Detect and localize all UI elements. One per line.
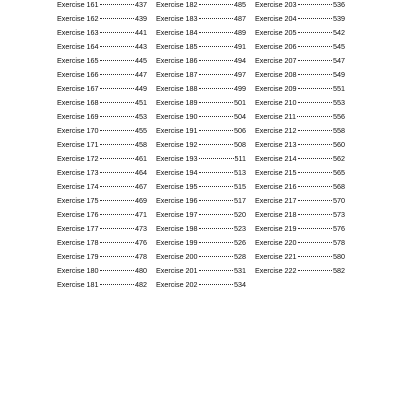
page-number: 480 xyxy=(135,266,147,275)
exercise-label: Exercise 188 xyxy=(156,84,198,93)
dot-leader xyxy=(100,130,134,131)
dot-leader xyxy=(100,74,134,75)
index-entry xyxy=(57,12,147,26)
dot-leader xyxy=(100,242,134,243)
dot-leader xyxy=(100,172,134,173)
dot-leader xyxy=(298,18,332,19)
index-entry xyxy=(57,166,147,180)
dot-leader xyxy=(100,116,134,117)
index-entry xyxy=(156,236,246,250)
exercise-label: Exercise 205 xyxy=(255,28,297,37)
exercise-label: Exercise 197 xyxy=(156,210,198,219)
index-entry xyxy=(57,250,147,264)
exercise-label: Exercise 200 xyxy=(156,252,198,261)
index-entry xyxy=(255,96,345,110)
dot-leader xyxy=(100,200,134,201)
exercise-label: Exercise 174 xyxy=(57,182,99,191)
index-entry xyxy=(57,194,147,208)
dot-leader xyxy=(199,270,233,271)
page-number: 441 xyxy=(135,28,147,37)
dot-leader xyxy=(199,88,233,89)
dot-leader xyxy=(100,186,134,187)
dot-leader xyxy=(298,214,332,215)
page-number: 461 xyxy=(135,154,147,163)
index-column-2 xyxy=(156,0,246,292)
dot-leader xyxy=(100,256,134,257)
index-entry xyxy=(255,222,345,236)
dot-leader xyxy=(199,214,233,215)
page-number: 504 xyxy=(234,112,246,121)
dot-leader xyxy=(100,270,134,271)
page-number: 558 xyxy=(333,126,345,135)
index-entry xyxy=(57,278,147,292)
index-entry xyxy=(255,26,345,40)
exercise-label: Exercise 199 xyxy=(156,238,198,247)
page-number: 515 xyxy=(234,182,246,191)
exercise-label: Exercise 166 xyxy=(57,70,99,79)
index-entry xyxy=(156,166,246,180)
index-entry xyxy=(57,0,147,12)
exercise-label: Exercise 162 xyxy=(57,14,99,23)
dot-leader xyxy=(100,144,134,145)
page-number: 458 xyxy=(135,140,147,149)
page-number: 553 xyxy=(333,98,345,107)
exercise-label: Exercise 215 xyxy=(255,168,297,177)
index-entry xyxy=(156,194,246,208)
index-entry xyxy=(57,96,147,110)
page-number: 531 xyxy=(234,266,246,275)
index-entry xyxy=(255,54,345,68)
dot-leader xyxy=(100,158,134,159)
dot-leader xyxy=(199,102,233,103)
index-entry xyxy=(156,110,246,124)
dot-leader xyxy=(298,158,332,159)
page-number: 526 xyxy=(234,238,246,247)
index-entry xyxy=(156,138,246,152)
exercise-label: Exercise 216 xyxy=(255,182,297,191)
page-number: 560 xyxy=(333,140,345,149)
dot-leader xyxy=(298,270,332,271)
exercise-label: Exercise 203 xyxy=(255,0,297,9)
dot-leader xyxy=(199,74,233,75)
dot-leader xyxy=(100,60,134,61)
dot-leader xyxy=(199,130,233,131)
dot-leader xyxy=(199,256,233,257)
exercise-label: Exercise 217 xyxy=(255,196,297,205)
index-entry xyxy=(57,236,147,250)
exercise-label: Exercise 214 xyxy=(255,154,297,163)
index-entry xyxy=(255,236,345,250)
page-number: 528 xyxy=(234,252,246,261)
dot-leader xyxy=(199,158,234,159)
dot-leader xyxy=(199,32,233,33)
index-entry xyxy=(156,180,246,194)
page-number: 568 xyxy=(333,182,345,191)
index-entry xyxy=(255,82,345,96)
page-number: 547 xyxy=(333,56,345,65)
index-entry xyxy=(255,180,345,194)
index-entry xyxy=(156,250,246,264)
index-entry xyxy=(57,124,147,138)
dot-leader xyxy=(298,172,332,173)
index-entry xyxy=(156,26,246,40)
exercise-label: Exercise 175 xyxy=(57,196,99,205)
exercise-label: Exercise 163 xyxy=(57,28,99,37)
index-entry xyxy=(57,40,147,54)
page-number: 494 xyxy=(234,56,246,65)
index-entry xyxy=(255,124,345,138)
page-number: 491 xyxy=(234,42,246,51)
page-number: 542 xyxy=(333,28,345,37)
index-entry xyxy=(57,82,147,96)
exercise-label: Exercise 171 xyxy=(57,140,99,149)
dot-leader xyxy=(298,88,332,89)
exercise-label: Exercise 173 xyxy=(57,168,99,177)
exercise-label: Exercise 221 xyxy=(255,252,297,261)
exercise-label: Exercise 219 xyxy=(255,224,297,233)
dot-leader xyxy=(100,214,134,215)
exercise-label: Exercise 167 xyxy=(57,84,99,93)
dot-leader xyxy=(199,46,233,47)
dot-leader xyxy=(199,200,233,201)
dot-leader xyxy=(298,74,332,75)
dot-leader xyxy=(100,102,134,103)
index-entry xyxy=(57,152,147,166)
page-number: 499 xyxy=(234,84,246,93)
index-entry xyxy=(57,26,147,40)
index-entry xyxy=(255,68,345,82)
exercise-label: Exercise 201 xyxy=(156,266,198,275)
exercise-label: Exercise 184 xyxy=(156,28,198,37)
index-entry xyxy=(57,264,147,278)
page-number: 467 xyxy=(135,182,147,191)
exercise-label: Exercise 183 xyxy=(156,14,198,23)
page-number: 445 xyxy=(135,56,147,65)
index-entry xyxy=(255,250,345,264)
exercise-label: Exercise 168 xyxy=(57,98,99,107)
dot-leader xyxy=(298,46,332,47)
exercise-label: Exercise 161 xyxy=(57,0,99,9)
exercise-label: Exercise 170 xyxy=(57,126,99,135)
page-number: 476 xyxy=(135,238,147,247)
index-entry xyxy=(255,40,345,54)
exercise-label: Exercise 182 xyxy=(156,0,198,9)
index-entry xyxy=(255,194,345,208)
index-entry xyxy=(255,166,345,180)
dot-leader xyxy=(298,228,332,229)
exercise-label: Exercise 178 xyxy=(57,238,99,247)
index-entry xyxy=(255,12,345,26)
dot-leader xyxy=(100,88,134,89)
index-entry xyxy=(57,68,147,82)
page-number: 578 xyxy=(333,238,345,247)
exercise-label: Exercise 190 xyxy=(156,112,198,121)
exercise-label: Exercise 176 xyxy=(57,210,99,219)
dot-leader xyxy=(199,116,233,117)
exercise-label: Exercise 192 xyxy=(156,140,198,149)
index-entry xyxy=(57,110,147,124)
exercise-label: Exercise 204 xyxy=(255,14,297,23)
page-number: 517 xyxy=(234,196,246,205)
exercise-label: Exercise 218 xyxy=(255,210,297,219)
page-number: 565 xyxy=(333,168,345,177)
dot-leader xyxy=(298,200,332,201)
dot-leader xyxy=(199,4,233,5)
dot-leader xyxy=(100,4,134,5)
index-column-1 xyxy=(57,0,147,292)
exercise-label: Exercise 165 xyxy=(57,56,99,65)
exercise-label: Exercise 209 xyxy=(255,84,297,93)
exercise-label: Exercise 207 xyxy=(255,56,297,65)
page-number: 573 xyxy=(333,210,345,219)
exercise-label: Exercise 195 xyxy=(156,182,198,191)
index-entry xyxy=(156,68,246,82)
page-number: 478 xyxy=(135,252,147,261)
dot-leader xyxy=(298,32,332,33)
index-entry xyxy=(156,54,246,68)
dot-leader xyxy=(297,116,332,117)
page-number: 447 xyxy=(135,70,147,79)
dot-leader xyxy=(298,60,332,61)
exercise-label: Exercise 222 xyxy=(255,266,297,275)
page-number: 473 xyxy=(135,224,147,233)
page-number: 534 xyxy=(234,280,246,289)
index-entry xyxy=(156,82,246,96)
dot-leader xyxy=(100,228,134,229)
exercise-label: Exercise 193 xyxy=(156,154,198,163)
page-number: 469 xyxy=(135,196,147,205)
dot-leader xyxy=(199,144,233,145)
exercise-label: Exercise 196 xyxy=(156,196,198,205)
index-entry xyxy=(57,222,147,236)
dot-leader xyxy=(298,102,332,103)
dot-leader xyxy=(199,60,233,61)
page-number: 580 xyxy=(333,252,345,261)
exercise-label: Exercise 220 xyxy=(255,238,297,247)
dot-leader xyxy=(298,242,332,243)
exercise-label: Exercise 187 xyxy=(156,70,198,79)
dot-leader xyxy=(100,32,134,33)
page-number: 443 xyxy=(135,42,147,51)
dot-leader xyxy=(199,242,233,243)
page-number: 556 xyxy=(333,112,345,121)
page-number: 501 xyxy=(234,98,246,107)
dot-leader xyxy=(298,256,332,257)
page-number: 449 xyxy=(135,84,147,93)
index-entry xyxy=(57,54,147,68)
exercise-label: Exercise 177 xyxy=(57,224,99,233)
exercise-label: Exercise 179 xyxy=(57,252,99,261)
exercise-label: Exercise 189 xyxy=(156,98,198,107)
exercise-label: Exercise 164 xyxy=(57,42,99,51)
page-number: 487 xyxy=(234,14,246,23)
page-number: 485 xyxy=(234,0,246,9)
exercise-label: Exercise 212 xyxy=(255,126,297,135)
index-entry xyxy=(57,208,147,222)
page-number: 513 xyxy=(234,168,246,177)
page-number: 464 xyxy=(135,168,147,177)
page-number: 451 xyxy=(135,98,147,107)
page-number: 545 xyxy=(333,42,345,51)
page-number: 523 xyxy=(234,224,246,233)
page-number: 508 xyxy=(234,140,246,149)
index-entry xyxy=(156,152,246,166)
exercise-label: Exercise 202 xyxy=(156,280,198,289)
exercise-label: Exercise 181 xyxy=(57,280,99,289)
dot-leader xyxy=(199,186,233,187)
index-entry xyxy=(57,180,147,194)
page-number: 437 xyxy=(135,0,147,9)
page-number: 439 xyxy=(135,14,147,23)
page-number: 520 xyxy=(234,210,246,219)
dot-leader xyxy=(298,186,332,187)
exercise-label: Exercise 208 xyxy=(255,70,297,79)
exercise-label: Exercise 213 xyxy=(255,140,297,149)
page-number: 455 xyxy=(135,126,147,135)
exercise-label: Exercise 210 xyxy=(255,98,297,107)
dot-leader xyxy=(199,284,233,285)
index-entry xyxy=(255,0,345,12)
page-number: 562 xyxy=(333,154,345,163)
dot-leader xyxy=(199,18,233,19)
index-entry xyxy=(255,110,345,124)
index-entry xyxy=(255,152,345,166)
page-number: 576 xyxy=(333,224,345,233)
exercise-label: Exercise 191 xyxy=(156,126,198,135)
index-entry xyxy=(255,208,345,222)
index-entry xyxy=(156,40,246,54)
dot-leader xyxy=(100,284,134,285)
index-entry xyxy=(156,12,246,26)
index-entry xyxy=(156,208,246,222)
exercise-label: Exercise 185 xyxy=(156,42,198,51)
dot-leader xyxy=(199,172,233,173)
page-number: 506 xyxy=(234,126,246,135)
dot-leader xyxy=(298,4,332,5)
page-number: 482 xyxy=(135,280,147,289)
index-entry xyxy=(156,264,246,278)
index-column-3 xyxy=(255,0,345,278)
index-entry xyxy=(255,138,345,152)
page-number: 497 xyxy=(234,70,246,79)
index-entry xyxy=(156,0,246,12)
dot-leader xyxy=(100,18,134,19)
page-number: 539 xyxy=(333,14,345,23)
dot-leader xyxy=(199,228,233,229)
exercise-label: Exercise 211 xyxy=(255,112,297,121)
page-number: 453 xyxy=(135,112,147,121)
dot-leader xyxy=(298,130,332,131)
index-entry xyxy=(156,124,246,138)
exercise-label: Exercise 180 xyxy=(57,266,99,275)
page-number: 549 xyxy=(333,70,345,79)
page-number: 551 xyxy=(333,84,345,93)
index-entry xyxy=(156,222,246,236)
page-number: 582 xyxy=(333,266,345,275)
index-entry xyxy=(156,278,246,292)
exercise-label: Exercise 206 xyxy=(255,42,297,51)
exercise-label: Exercise 172 xyxy=(57,154,99,163)
exercise-label: Exercise 169 xyxy=(57,112,99,121)
index-entry xyxy=(57,138,147,152)
exercise-label: Exercise 194 xyxy=(156,168,198,177)
page-number: 489 xyxy=(234,28,246,37)
page-number: 511 xyxy=(234,154,246,163)
exercise-label: Exercise 186 xyxy=(156,56,198,65)
exercise-label: Exercise 198 xyxy=(156,224,198,233)
page-number: 536 xyxy=(333,0,345,9)
index-entry xyxy=(156,96,246,110)
dot-leader xyxy=(298,144,332,145)
page-number: 471 xyxy=(135,210,147,219)
index-entry xyxy=(255,264,345,278)
dot-leader xyxy=(100,46,134,47)
page-number: 570 xyxy=(333,196,345,205)
